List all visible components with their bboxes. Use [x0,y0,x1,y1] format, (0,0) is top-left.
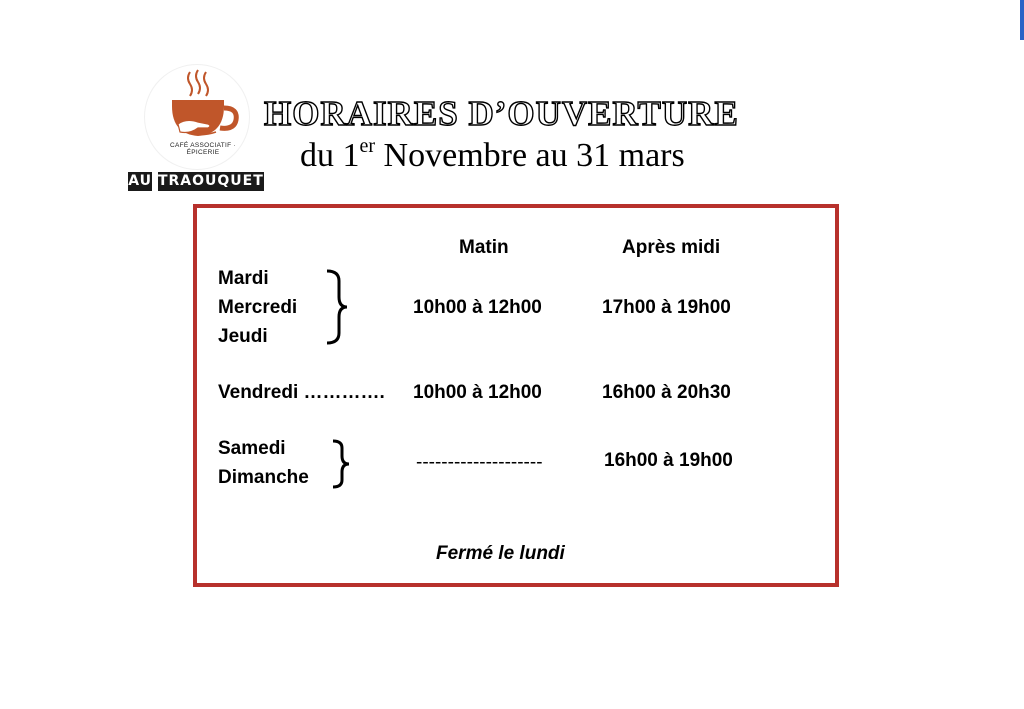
logo-name-part1: AU [128,173,152,189]
logo [128,62,268,192]
header-afternoon: Après midi [622,237,721,258]
group3-afternoon: 16h00 à 19h00 [604,450,733,471]
schedule-box [193,204,839,587]
day-samedi: Samedi [218,438,286,459]
brace-icon [329,438,353,490]
group1-afternoon: 17h00 à 19h00 [602,297,731,318]
group1-morning: 10h00 à 12h00 [413,297,542,318]
day-dimanche: Dimanche [218,467,309,488]
day-vendredi: Vendredi …………. [218,382,385,403]
page-subtitle [300,137,685,175]
logo-banner [128,172,264,191]
subtitle-prefix: du 1 [300,137,360,174]
logo-subtitle: CAFÉ ASSOCIATIF · ÉPICERIE [169,142,236,156]
brace-icon [321,268,351,348]
edge-marker [1020,0,1024,40]
group2-morning: 10h00 à 12h00 [413,382,542,403]
group3-morning: -------------------- [416,452,543,473]
subtitle-suffix: Novembre au 31 mars [375,137,685,174]
logo-name-part2: TRAOUQUET [157,173,264,189]
page-title: HORAIRES D’OUVERTURE [264,94,739,133]
day-mardi: Mardi [218,268,269,289]
header-morning: Matin [459,237,509,258]
group2-afternoon: 16h00 à 20h30 [602,382,731,403]
closed-note: Fermé le lundi [436,543,565,564]
subtitle-superscript: er [359,135,376,157]
day-mercredi: Mercredi [218,297,298,318]
day-jeudi: Jeudi [218,326,268,347]
